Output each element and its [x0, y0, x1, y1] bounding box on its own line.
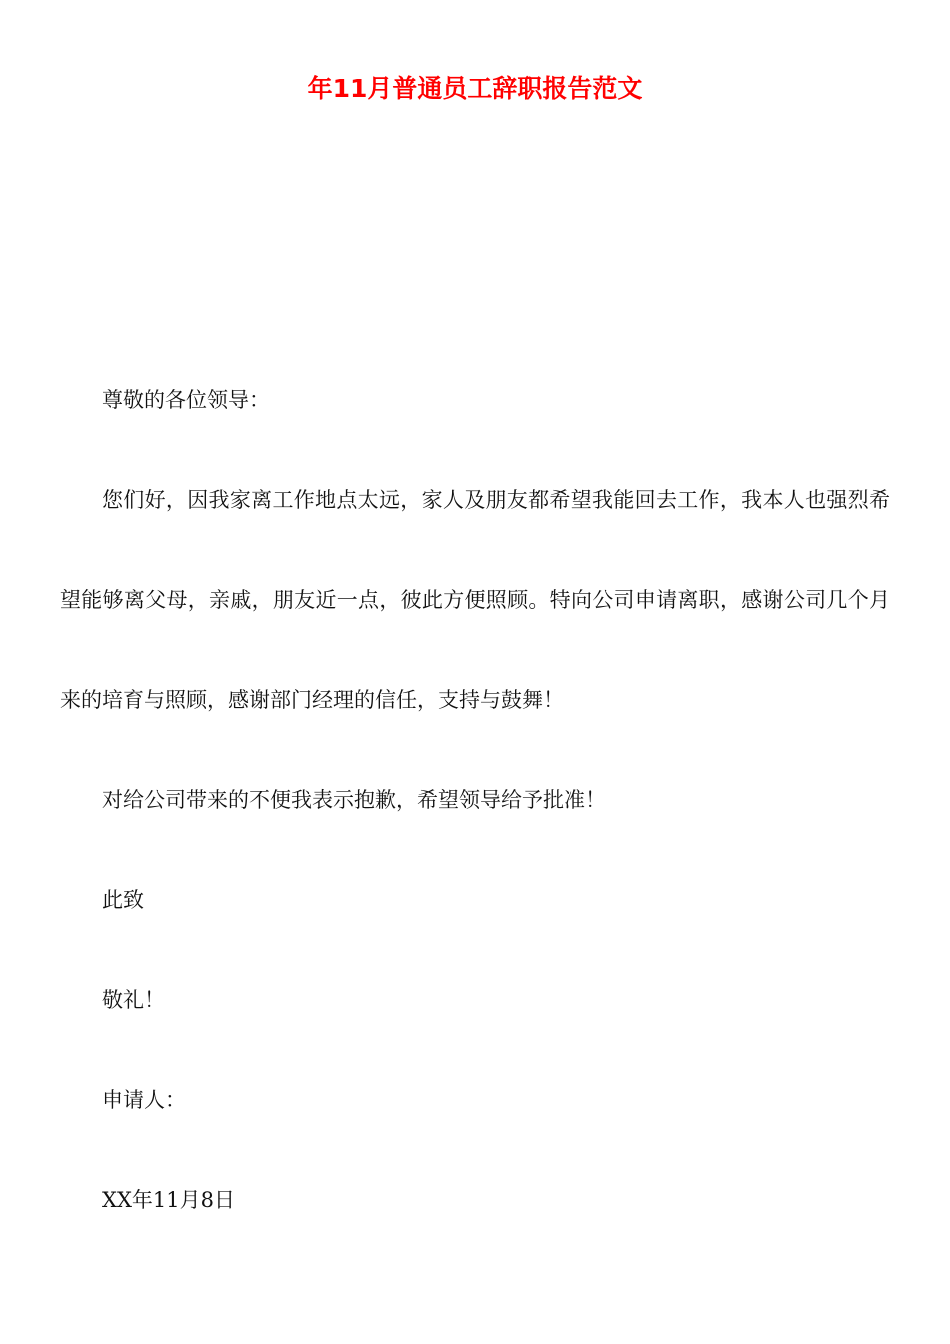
salutation: 尊敬的各位领导： [102, 388, 270, 412]
applicant-line: 申请人： [102, 1088, 186, 1112]
document-title: 年11月普通员工辞职报告范文 [307, 74, 643, 103]
body-paragraph-2: 对给公司带来的不便我表示抱歉，希望领导给予批准！ [102, 788, 606, 812]
date-line: XX年11月8日 [102, 1188, 235, 1212]
closing-line-1: 此致 [102, 888, 144, 912]
document-body [60, 350, 890, 1250]
closing-line-2: 敬礼！ [102, 988, 165, 1012]
body-paragraph-1: 您们好，因我家离工作地点太远，家人及朋友都希望我能回去工作，我本人也强烈希望能够离父母，亲戚，朋友近一点，彼此方便照顾。特向公司申请离职，感谢公司几个月来的培育与照顾，感谢部门经理的信任，支持与鼓舞！ [60, 488, 890, 712]
